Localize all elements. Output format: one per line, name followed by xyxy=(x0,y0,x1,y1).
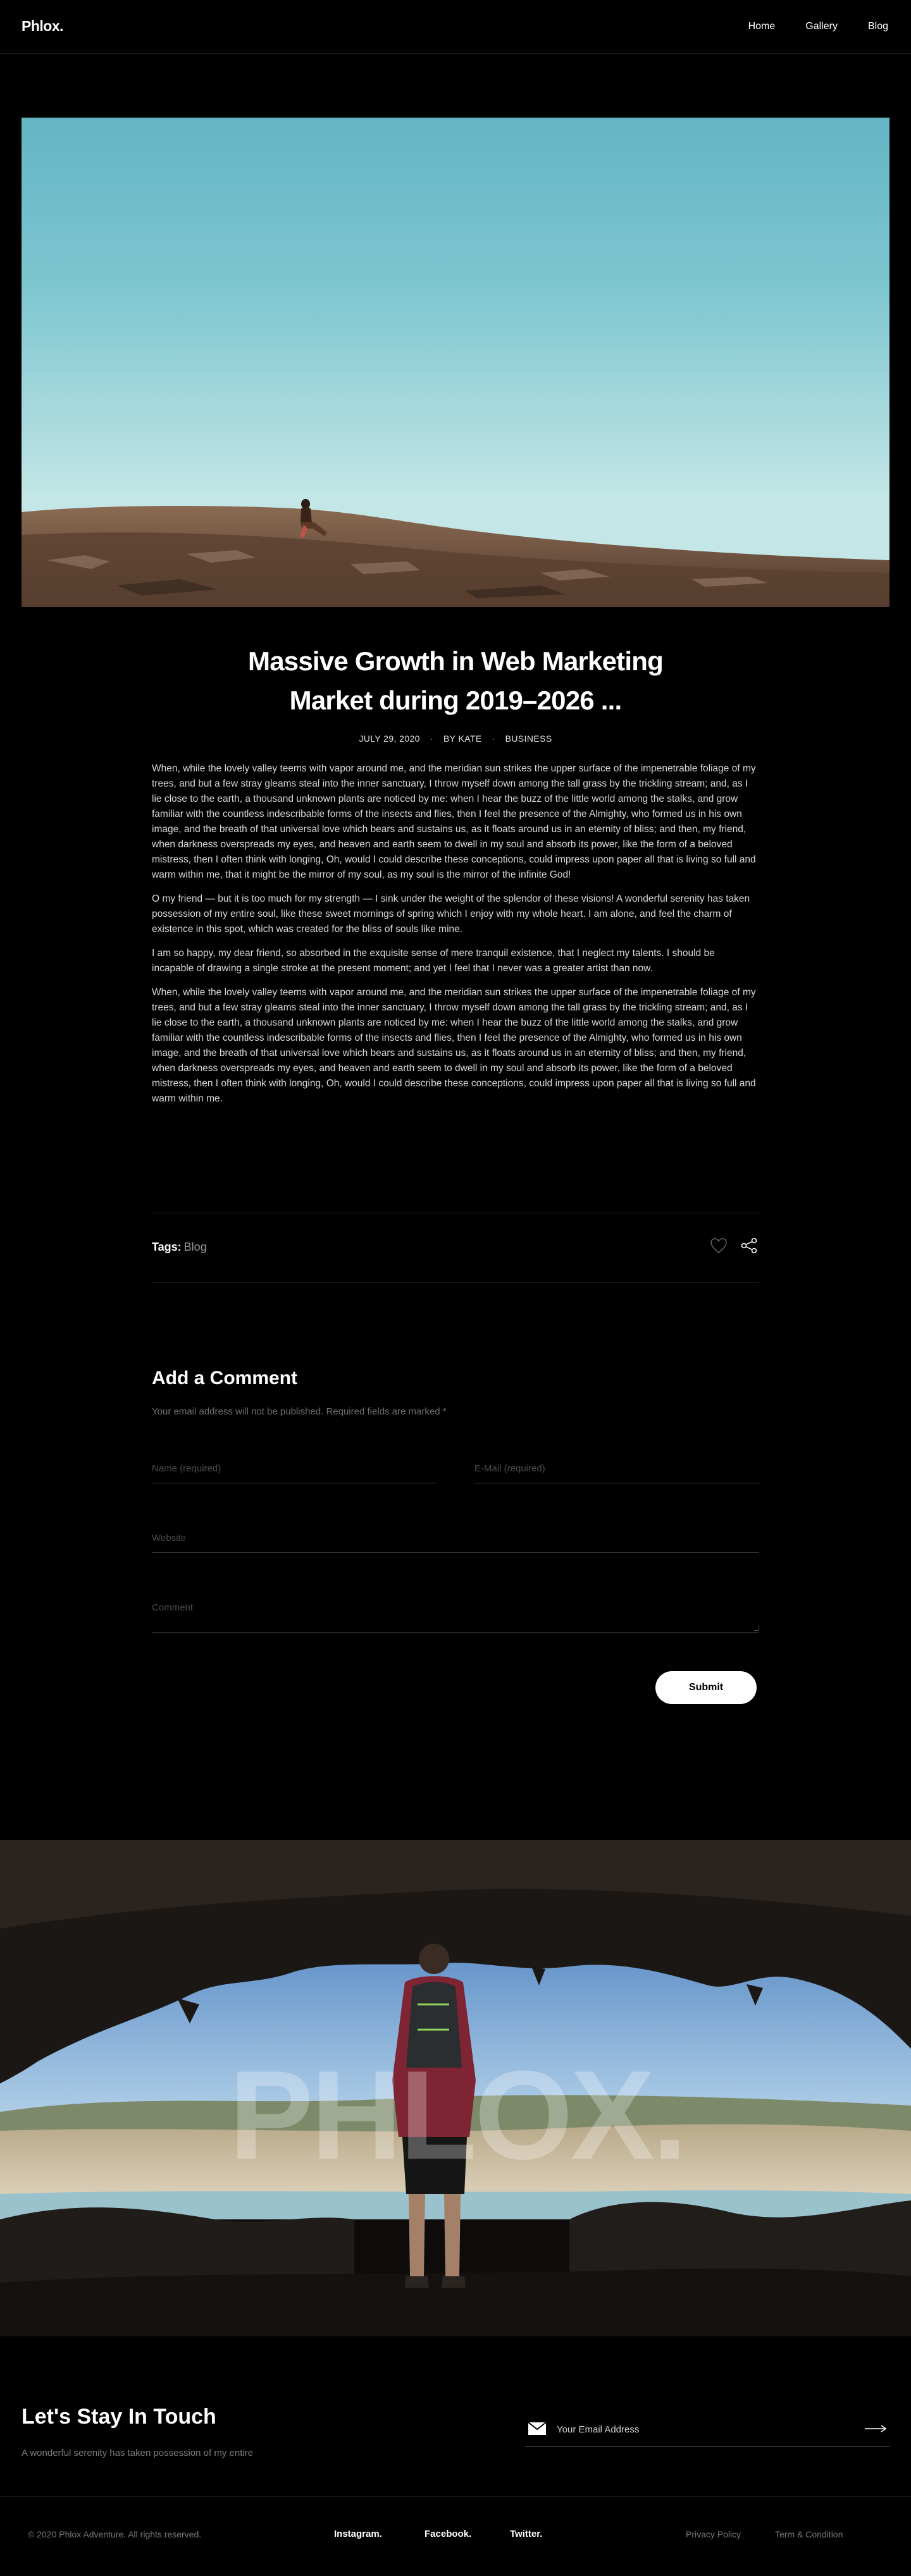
privacy-policy-link[interactable]: Privacy Policy xyxy=(686,2529,741,2539)
email-placeholder: E-Mail (required) xyxy=(474,1463,545,1474)
newsletter-subtitle: A wonderful serenity has taken possession of my entire xyxy=(22,2448,254,2458)
post-tags xyxy=(152,1241,207,1254)
newsletter-email-input[interactable]: Your Email Address xyxy=(557,2424,640,2435)
comment-form-title: Add a Comment xyxy=(152,1368,298,1389)
comment-form-note: Your email address will not be published. Required fields are marked * xyxy=(152,1406,447,1417)
comment-textarea[interactable] xyxy=(152,1581,759,1633)
post-title-line2: Market during 2019–2026 ... xyxy=(289,685,622,715)
post-paragraph: When, while the lovely valley teems with vapor around me, and the meridian sun strikes the upper surface of the impenetrable foliage of my trees, and but a few stray gleams steal into the inner sanctuary, I throw myself down among the tall grass by the trickling stream; and, as I lie close to the earth, a thousand unknown plants are noticed by me: when I hear the buzz of the little world among the stalks, and grow familiar with the countless indescribable forms of the insects and flies, then I feel the presence of the Almighty, who formed us in his own image, and the breath of that universal love which bears and sustains us, as it floats around us in an eternity of bliss; and then, my friend, when darkness overspreads my eyes, and heaven and earth seem to dwell in my soul and absorb its power, like the form of a beloved mistress, then I often think with longing, Oh, would I could describe these conceptions, could impress upon paper all that is living so full and warm within me. xyxy=(152,987,756,1104)
name-placeholder: Name (required) xyxy=(152,1463,221,1474)
main-nav xyxy=(718,21,888,32)
post-category[interactable]: BUSINESS xyxy=(505,733,552,744)
newsletter-title: Let's Stay In Touch xyxy=(22,2405,216,2429)
comment-placeholder: Comment xyxy=(152,1602,194,1613)
submit-button[interactable]: Submit xyxy=(655,1671,757,1704)
heart-icon[interactable] xyxy=(709,1236,728,1255)
social-instagram[interactable]: Instagram. xyxy=(334,2529,382,2539)
hero-image xyxy=(22,118,889,607)
social-twitter[interactable]: Twitter. xyxy=(510,2529,543,2539)
arrow-right-icon[interactable] xyxy=(864,2424,887,2433)
website-input[interactable] xyxy=(152,1511,759,1553)
resize-handle[interactable] xyxy=(754,1626,759,1631)
terms-link[interactable]: Term & Condition xyxy=(775,2529,843,2539)
post-paragraph: I am so happy, my dear friend, so absorbed in the exquisite sense of mere tranquil existence, that I neglect my talents. I should be incapable of drawing a single stroke at the present moment; and yet I feel that I never was a greater artist than now. xyxy=(152,948,715,974)
copyright: © 2020 Phlox Adventure. All rights reserved. xyxy=(28,2529,202,2539)
post-title xyxy=(139,642,772,720)
post-body xyxy=(152,761,759,1115)
post-actions xyxy=(709,1236,759,1255)
nav-home[interactable]: Home xyxy=(748,21,776,32)
nav-gallery[interactable]: Gallery xyxy=(805,21,838,32)
meta-separator: · xyxy=(430,733,433,744)
post-paragraph: O my friend — but it is too much for my strength — I sink under the weight of the splendor of these visions! A wonderful serenity has taken possession of my entire soul, like these sweet mornings of spring which I enjoy with my whole heart. I am alone, and feel the charm of existence in this spot, which was created for the bliss of souls like mine. xyxy=(152,893,750,935)
site-logo[interactable]: Phlox. xyxy=(22,18,64,34)
name-input[interactable] xyxy=(152,1442,437,1483)
divider xyxy=(152,1282,759,1283)
share-icon[interactable] xyxy=(740,1236,759,1255)
website-placeholder: Website xyxy=(152,1533,186,1543)
post-author[interactable]: BY KATE xyxy=(443,733,482,744)
meta-separator: · xyxy=(492,733,495,744)
newsletter-form xyxy=(525,2415,889,2447)
nav-blog[interactable]: Blog xyxy=(867,21,888,32)
mail-icon xyxy=(528,2422,547,2436)
post-paragraph: When, while the lovely valley teems with vapor around me, and the meridian sun strikes the upper surface of the impenetrable foliage of my trees, and but a few stray gleams steal into the inner sanctuary, I throw myself down among the tall grass by the trickling stream; and, as I lie close to the earth, a thousand unknown plants are noticed by me: when I hear the buzz of the little world among the stalks, and grow familiar with the countless indescribable forms of the insects and flies, then I feel the presence of the Almighty, who formed us in his own image, and the breath of that universal love which bears and sustains us, as it floats around us in an eternity of bliss; and then, my friend, when darkness overspreads my eyes, and heaven and earth seem to dwell in my soul and absorb its power, like the form of a beloved mistress, then I often think with longing, Oh, would I could describe these conceptions, could impress upon paper all that is living so full and warm within me, that it might be the mirror of my soul, as my soul is the mirror of the infinite God! xyxy=(152,763,756,880)
email-input[interactable] xyxy=(474,1442,759,1483)
tag-link[interactable]: Blog xyxy=(183,1241,207,1253)
footer-divider xyxy=(0,2496,911,2497)
banner-watermark: PHLOX. xyxy=(229,2045,685,2186)
post-title-line1: Massive Growth in Web Marketing xyxy=(248,646,663,676)
post-meta xyxy=(0,733,911,744)
tags-label: Tags: xyxy=(152,1241,182,1253)
post-date: JULY 29, 2020 xyxy=(359,733,420,744)
social-facebook[interactable]: Facebook. xyxy=(425,2529,472,2539)
site-header xyxy=(0,0,911,54)
